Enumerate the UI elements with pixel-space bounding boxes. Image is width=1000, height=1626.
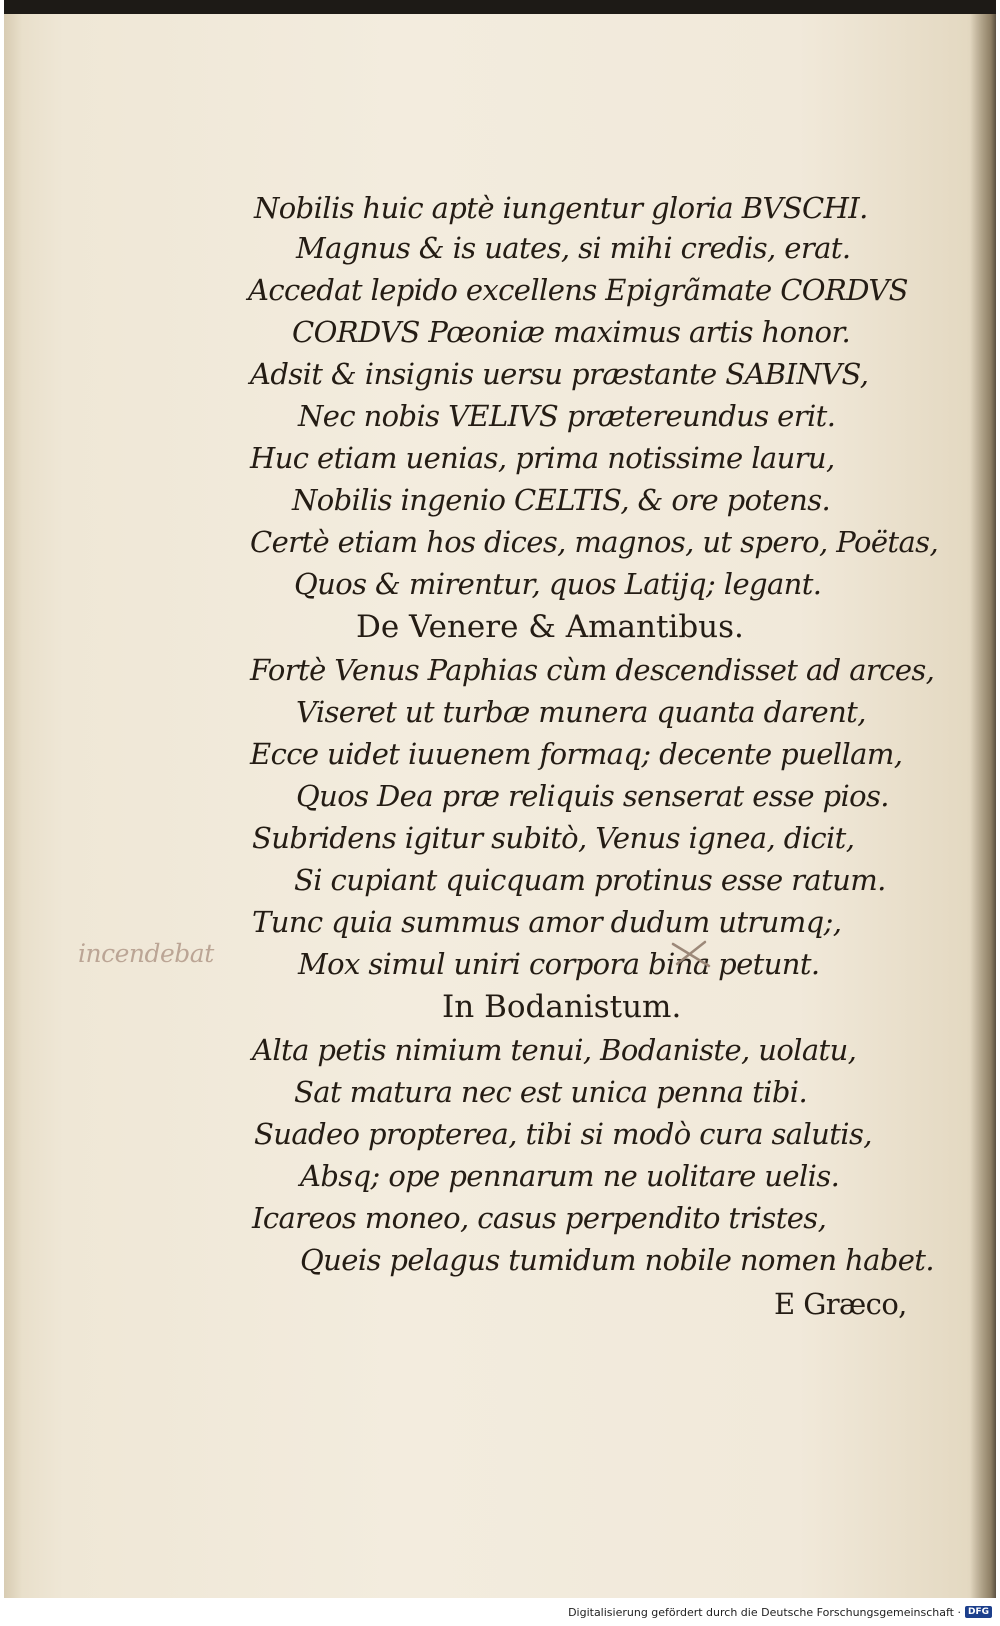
verse-line: Si cupiant quicquam protinus esse ratum. — [294, 863, 886, 897]
verse-line: Viseret ut turbæ munera quanta darent, — [296, 695, 866, 729]
verse-line: Sat matura nec est unica penna tibi. — [294, 1075, 808, 1109]
verse-line: Ecce uidet iuuenem formaq; decente puellam, — [250, 737, 903, 771]
handwritten-margin-note: incendebat — [78, 939, 214, 968]
verse-line: Quos Dea præ reliquis senserat esse pios. — [296, 779, 889, 813]
verse-line: Tunc quia summus amor dudum utrumq;, — [252, 905, 842, 939]
verse-line: Nobilis ingenio CELTIS, & ore potens. — [292, 483, 831, 517]
section-heading: In Bodanistum. — [442, 989, 682, 1025]
verse-line: Huc etiam uenias, prima notissime lauru, — [250, 441, 835, 475]
book-page — [4, 0, 996, 1598]
verse-line: Magnus & is uates, si mihi credis, erat. — [296, 231, 851, 265]
digitization-footer — [568, 1602, 992, 1622]
verse-line: Nobilis huic aptè iungentur gloria BVSCHI. — [254, 191, 868, 225]
verse-line: Suadeo propterea, tibi si modò cura salutis, — [254, 1117, 872, 1151]
verse-line: Alta petis nimium tenui, Bodaniste, uolatu, — [252, 1033, 857, 1067]
handwritten-cross-mark — [669, 938, 713, 970]
verse-line: Queis pelagus tumidum nobile nomen habet. — [300, 1243, 934, 1277]
verse-line: Mox simul uniri corpora bina petunt. — [298, 947, 820, 981]
verse-line: Subridens igitur subitò, Venus ignea, dicit, — [252, 821, 855, 855]
section-heading: De Venere & Amantibus. — [356, 609, 744, 645]
verse-line: Fortè Venus Paphias cùm descendisset ad arces, — [250, 653, 935, 687]
dfg-logo: DFG — [965, 1606, 992, 1618]
verse-line: Accedat lepido excellens Epigrãmate CORDVS — [248, 273, 908, 307]
funding-credit: Digitalisierung gefördert durch die Deutsche Forschungsgemeinschaft · — [568, 1605, 961, 1619]
catchword: E Græco, — [774, 1287, 907, 1321]
verse-line: Certè etiam hos dices, magnos, ut spero, Poëtas, — [250, 525, 939, 559]
verse-line: Adsit & insignis uersu præstante SABINVS, — [250, 357, 869, 391]
verse-line: Icareos moneo, casus perpendito tristes, — [252, 1201, 827, 1235]
verse-line: Nec nobis VELIVS prætereundus erit. — [298, 399, 836, 433]
verse-line: CORDVS Pœoniæ maximus artis honor. — [292, 315, 851, 349]
verse-line: Quos & mirentur, quos Latijq; legant. — [294, 567, 822, 601]
verse-line: Absq; ope pennarum ne uolitare uelis. — [300, 1159, 840, 1193]
